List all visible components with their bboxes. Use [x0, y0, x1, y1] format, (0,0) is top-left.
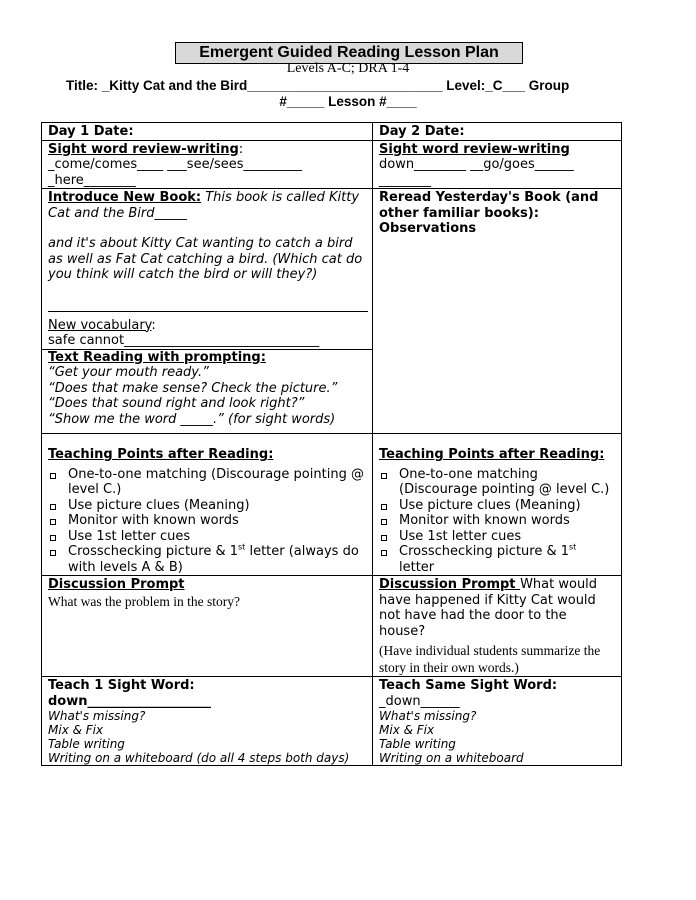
checkbox-bullet-icon [50, 519, 56, 525]
day1-teach-heading: Teach 1 Sight Word: [48, 678, 195, 693]
day1-step-1: What's missing? [48, 709, 146, 723]
day2-reread-heading: Reread Yesterday's Book (and other familiar books): Observations [379, 190, 599, 236]
checkbox-bullet-icon [381, 519, 387, 525]
day2-teaching-heading: Teaching Points after Reading: [379, 447, 605, 462]
day1-teach-cell [42, 677, 373, 766]
day2-step-4: Writing on a whiteboard [379, 751, 524, 765]
title-level-line: Title: _Kitty Cat and the Bird__________________________ Level:_C___ Group [66, 78, 570, 93]
day2-crosscheck-text-2: letter [399, 559, 435, 575]
list-item [48, 544, 366, 575]
day2-teaching-point-4: Use 1st letter cues [399, 528, 522, 544]
day2-teach-heading: Teach Same Sight Word: [379, 678, 558, 693]
day1-sight-review-cell [42, 140, 373, 189]
day1-prompt-1: “Get your mouth ready.” [48, 365, 209, 380]
lesson-plan-table [41, 122, 622, 766]
day2-sight-review-heading: Sight word review-writing [379, 141, 570, 157]
day1-sight-words-line2: _here________ [48, 172, 136, 188]
day1-discussion-cell [42, 576, 373, 677]
day2-reread-cell [373, 189, 622, 434]
day1-discussion-text: What was the problem in the story? [48, 593, 240, 609]
list-item [379, 513, 615, 529]
checkbox-bullet-icon [381, 504, 387, 510]
day1-intro-text1: This book is called Kitty Cat and the Bird_____ [48, 190, 360, 221]
day2-teaching-point-3: Monitor with known words [399, 513, 570, 528]
day2-discussion-heading: Discussion Prompt [379, 577, 521, 592]
day1-step-3: Table writing [48, 737, 125, 751]
checkbox-bullet-icon [381, 550, 387, 556]
day2-discussion-note: (Have individual students summarize the story in their own words.) [379, 643, 601, 675]
day1-teaching-cell [42, 434, 373, 576]
checkbox-bullet-icon [381, 473, 387, 479]
day1-prompt-4: “Show me the word _____.” (for sight words) [48, 411, 336, 427]
day2-teaching-point-2: Use picture clues (Meaning) [399, 497, 581, 513]
day2-crosscheck-text: Crosschecking picture & 1 [399, 544, 570, 559]
day2-sight-review-cell [373, 140, 622, 189]
day2-sight-words-line2: ________ [379, 172, 431, 188]
checkbox-bullet-icon [381, 535, 387, 541]
day1-intro-heading: Introduce New Book: [48, 190, 202, 205]
day2-teach-word: _down______ [379, 693, 460, 709]
day1-teaching-heading: Teaching Points after Reading: [48, 447, 274, 462]
day1-crosscheck-sup: st [238, 542, 246, 552]
levels-subtitle: Levels A-C; DRA 1-4 [286, 61, 410, 76]
list-item [48, 513, 366, 529]
day1-intro-cell [42, 189, 373, 434]
list-item [379, 529, 615, 545]
day1-teaching-point-4: Use 1st letter cues [68, 528, 191, 544]
day1-vocab-words: safe cannot______________________________ [48, 333, 320, 348]
day1-prompting-heading: Text Reading with prompting: [48, 349, 266, 365]
day2-step-3: Table writing [379, 737, 456, 751]
day1-vocab-colon: : [151, 317, 156, 333]
day2-crosscheck-sup: st [569, 542, 577, 552]
day1-vocab-heading: New vocabulary [48, 317, 152, 333]
list-item [379, 467, 615, 498]
day2-discussion-cell [373, 576, 622, 677]
day1-sight-review-colon: : [238, 141, 244, 157]
group-lesson-line: #_____ Lesson #____ [279, 94, 417, 109]
checkbox-bullet-icon [50, 535, 56, 541]
day1-prompt-2: “Does that make sense? Check the picture.” [48, 380, 338, 396]
list-item [379, 544, 615, 575]
day1-teaching-point-2: Use picture clues (Meaning) [68, 497, 250, 513]
list-item [48, 529, 366, 545]
day2-date-label: Day 2 Date: [373, 123, 622, 141]
day1-step-4: Writing on a whiteboard (do all 4 steps both days) [48, 751, 350, 765]
day2-step-1: What's missing? [379, 709, 477, 723]
day1-crosscheck-text: Crosschecking picture & 1 [68, 544, 239, 559]
checkbox-bullet-icon [50, 504, 56, 510]
checkbox-bullet-icon [50, 550, 56, 556]
day1-date-label: Day 1 Date: [42, 123, 373, 141]
day1-discussion-heading: Discussion Prompt [48, 577, 185, 592]
day1-teach-word: down___________________ [48, 693, 212, 709]
checkbox-bullet-icon [50, 473, 56, 479]
page-title: Emergent Guided Reading Lesson Plan [175, 42, 523, 64]
day2-teaching-cell [373, 434, 622, 576]
day2-teaching-point-1: One-to-one matching (Discourage pointing @ level C.) [399, 466, 610, 497]
day1-sight-words-line1: _come/comes____ ___see/sees_________ [48, 157, 303, 172]
day1-intro-text2: and it's about Kitty Cat wanting to catch a bird as well as Fat Cat catching a bird. (Which cat do you think will catch the bird or will they?) [48, 236, 363, 282]
day1-step-2: Mix & Fix [48, 723, 104, 737]
list-item [48, 467, 366, 498]
list-item [48, 498, 366, 514]
day2-step-2: Mix & Fix [379, 723, 435, 737]
list-item [379, 498, 615, 514]
day1-blank-line [48, 297, 368, 312]
day1-prompt-3: “Does that sound right and look right?” [48, 396, 305, 411]
day2-teach-cell [373, 677, 622, 766]
day1-teaching-point-1: One-to-one matching (Discourage pointing @ level C.) [68, 466, 364, 497]
day1-sight-review-heading: Sight word review-writing [48, 141, 239, 157]
day1-teaching-point-3: Monitor with known words [68, 513, 239, 528]
day1-crosscheck-text-2: letter (always do with levels A & B) [68, 544, 359, 575]
day2-sight-words-line1: down________ __go/goes______ [379, 157, 574, 172]
day2-discussion-text: What would have happened if Kitty Cat would not have had the door to the house? [379, 577, 598, 639]
